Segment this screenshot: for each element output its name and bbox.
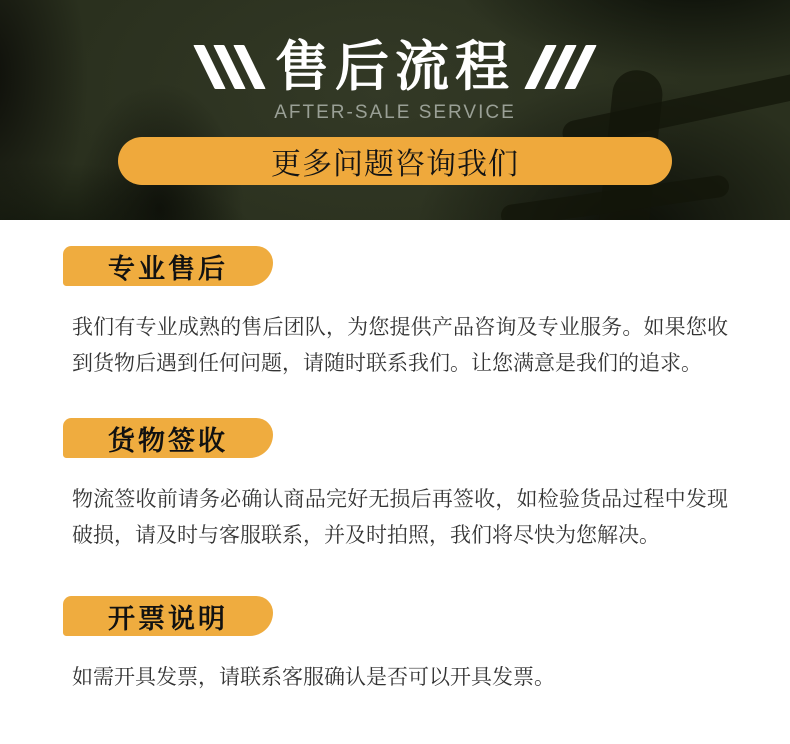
section-title-badge: 开票说明 [63,596,273,636]
section-invoice-note [63,596,790,696]
section-body-text: 我们有专业成熟的售后团队，为您提供产品咨询及专业服务。如果您收到货物后遇到任何问题，请随时联系我们。让您满意是我们的追求。 [72,316,728,375]
forward-slashes-icon [535,45,586,89]
contact-us-button[interactable]: 更多问题咨询我们 [118,137,672,185]
section-goods-receipt [63,418,790,554]
section-title-badge: 专业售后 [63,246,273,286]
page-subtitle: AFTER-SALE SERVICE [274,102,516,123]
section-professional-service [63,246,790,382]
after-sale-sections [0,246,790,696]
page-title: 售后流程 [275,37,515,97]
after-sale-banner [0,0,790,220]
section-body-text: 如需开具发票，请联系客服确认是否可以开具发票。 [72,666,555,689]
section-body-text: 物流签收前请务必确认商品完好无损后再签收，如检验货品过程中发现破损，请及时与客服联系，并及时拍照，我们将尽快为您解决。 [72,488,728,547]
section-title-badge: 货物签收 [63,418,273,458]
banner-title-row [0,0,790,97]
backslashes-icon [204,45,255,89]
